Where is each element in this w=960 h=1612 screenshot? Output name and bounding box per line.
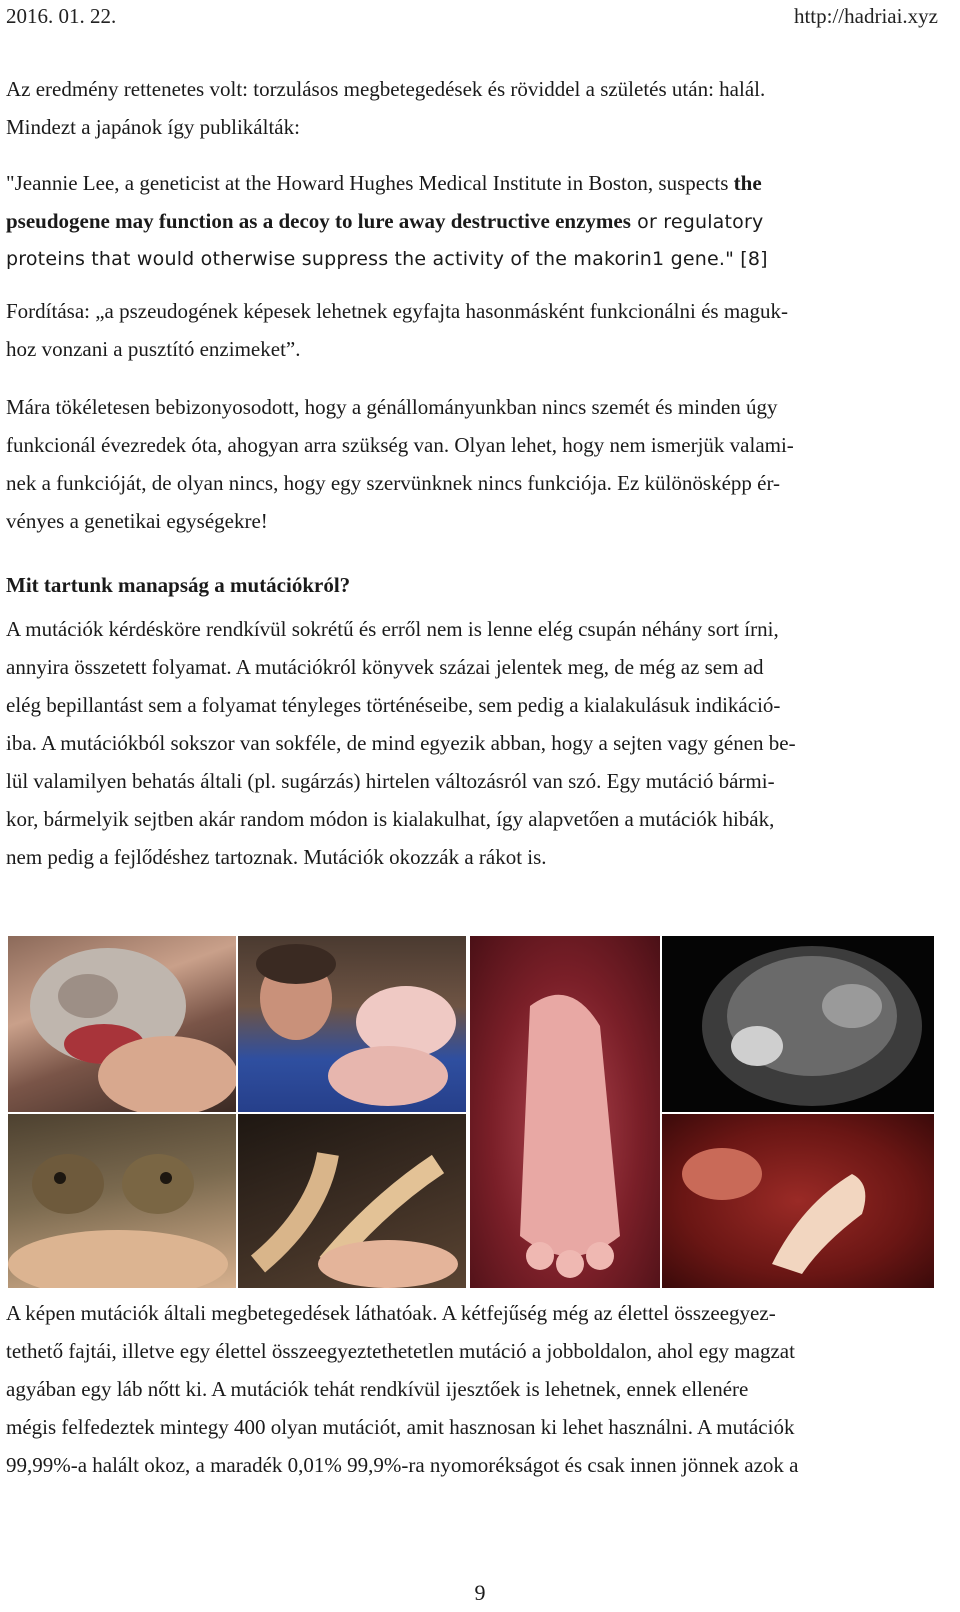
text-line: A képen mutációk általi megbetegedések láthatóak. A kétfejűség még az élettel összeegyez- bbox=[6, 1301, 776, 1325]
english-quote bbox=[6, 164, 938, 278]
header-url[interactable]: http://hadriai.xyz bbox=[793, 4, 938, 28]
fetus-foot-photo bbox=[470, 936, 660, 1288]
pig-photo bbox=[238, 936, 466, 1112]
intro-paragraph bbox=[6, 70, 938, 146]
text-line: 99,99%-a halált okoz, a maradék 0,01% 99,9%-ra nyomorékságot és csak innen jönnek azok a bbox=[6, 1453, 799, 1477]
text-line: Fordítása: „a pszeudogének képesek lehetnek egyfajta hasonmásként funkcionálni és maguk- bbox=[6, 299, 788, 323]
mutation-photo-collage bbox=[8, 936, 934, 1288]
genome-paragraph bbox=[6, 388, 938, 540]
quote-text: or regulatory bbox=[630, 211, 764, 233]
text-line: annyira összetett folyamat. A mutációkról könyvek százai jelentek meg, de még az sem ad bbox=[6, 655, 764, 679]
text-line: elég bepillantást sem a folyamat tényleges történéseibe, sem pedig a kialakulásuk indikáció- bbox=[6, 693, 781, 717]
text-line: Az eredmény rettenetes volt: torzulásos megbetegedések és röviddel a születés után: halál. bbox=[6, 77, 766, 101]
surgery-photo bbox=[662, 1114, 934, 1288]
mri-drawing bbox=[662, 936, 934, 1112]
snake-photo bbox=[238, 1114, 466, 1288]
section-heading bbox=[6, 566, 938, 604]
text-line: lül valamilyen behatás általi (pl. sugárzás) hirtelen változásról van szó. Egy mutáció bármi- bbox=[6, 769, 775, 793]
caption-paragraph bbox=[6, 1294, 938, 1484]
mutation-paragraph bbox=[6, 610, 938, 876]
text-line: A mutációk kérdésköre rendkívül sokrétű és erről nem is lenne elég csupán néhány sort írni, bbox=[6, 617, 779, 641]
translation-paragraph bbox=[6, 292, 938, 368]
quote-line-2 bbox=[6, 202, 938, 240]
kitten-drawing bbox=[8, 936, 236, 1112]
surgery-drawing bbox=[662, 1114, 934, 1288]
snake-drawing bbox=[238, 1114, 466, 1288]
pig-drawing bbox=[238, 936, 466, 1112]
text-line: mégis felfedeztek mintegy 400 olyan mutációt, amit hasznosan ki lehet használni. A mutációk bbox=[6, 1415, 795, 1439]
page-number: 9 bbox=[474, 1580, 486, 1605]
text-line: kor, bármelyik sejtben akár random módon is kialakulhat, így alapvetően a mutációk hibák, bbox=[6, 807, 775, 831]
quote-text: "Jeannie Lee, a geneticist at the Howard Hughes Medical Institute in Boston, suspects bbox=[6, 171, 734, 195]
text-line: vényes a genetikai egységekre! bbox=[6, 509, 268, 533]
text-line: hoz vonzani a pusztító enzimeket”. bbox=[6, 337, 301, 361]
mri-scan-photo bbox=[662, 936, 934, 1112]
foot-drawing bbox=[470, 936, 660, 1288]
quote-bold: the bbox=[733, 171, 762, 195]
turtle-drawing bbox=[8, 1114, 236, 1288]
turtle-photo bbox=[8, 1114, 236, 1288]
heading-text: Mit tartunk manapság a mutációkról? bbox=[6, 573, 351, 597]
quote-line-1 bbox=[6, 164, 938, 202]
text-line: Mára tökéletesen bebizonyosodott, hogy a génállományunkban nincs szemét és minden úgy bbox=[6, 395, 778, 419]
quote-bold: pseudogene may function as a decoy to lure away destructive enzymes bbox=[6, 209, 631, 233]
quote-line-3: proteins that would otherwise suppress the activity of the makorin1 gene." [8] bbox=[6, 248, 768, 270]
text-line: funkcionál évezredek óta, ahogyan arra szükség van. Olyan lehet, hogy nem ismerjük valami- bbox=[6, 433, 794, 457]
text-line: iba. A mutációkból sokszor van sokféle, de mind egyezik abban, hogy a sejten vagy génen be- bbox=[6, 731, 796, 755]
text-line: Mindezt a japánok így publikálták: bbox=[6, 115, 300, 139]
text-line: agyában egy láb nőtt ki. A mutációk tehát rendkívül ijesztőek is lehetnek, ennek ellenére bbox=[6, 1377, 749, 1401]
text-line: nek a funkcióját, de olyan nincs, hogy egy szervünknek nincs funkciója. Ez különösképp ér- bbox=[6, 471, 781, 495]
text-line: nem pedig a fejlődéshez tartoznak. Mutációk okozzák a rákot is. bbox=[6, 845, 547, 869]
text-line: tethető fajtái, illetve egy élettel összeegyeztethetetlen mutáció a jobboldalon, ahol egy magzat bbox=[6, 1339, 795, 1363]
header-date: 2016. 01. 22. bbox=[6, 4, 117, 28]
kitten-photo bbox=[8, 936, 236, 1112]
